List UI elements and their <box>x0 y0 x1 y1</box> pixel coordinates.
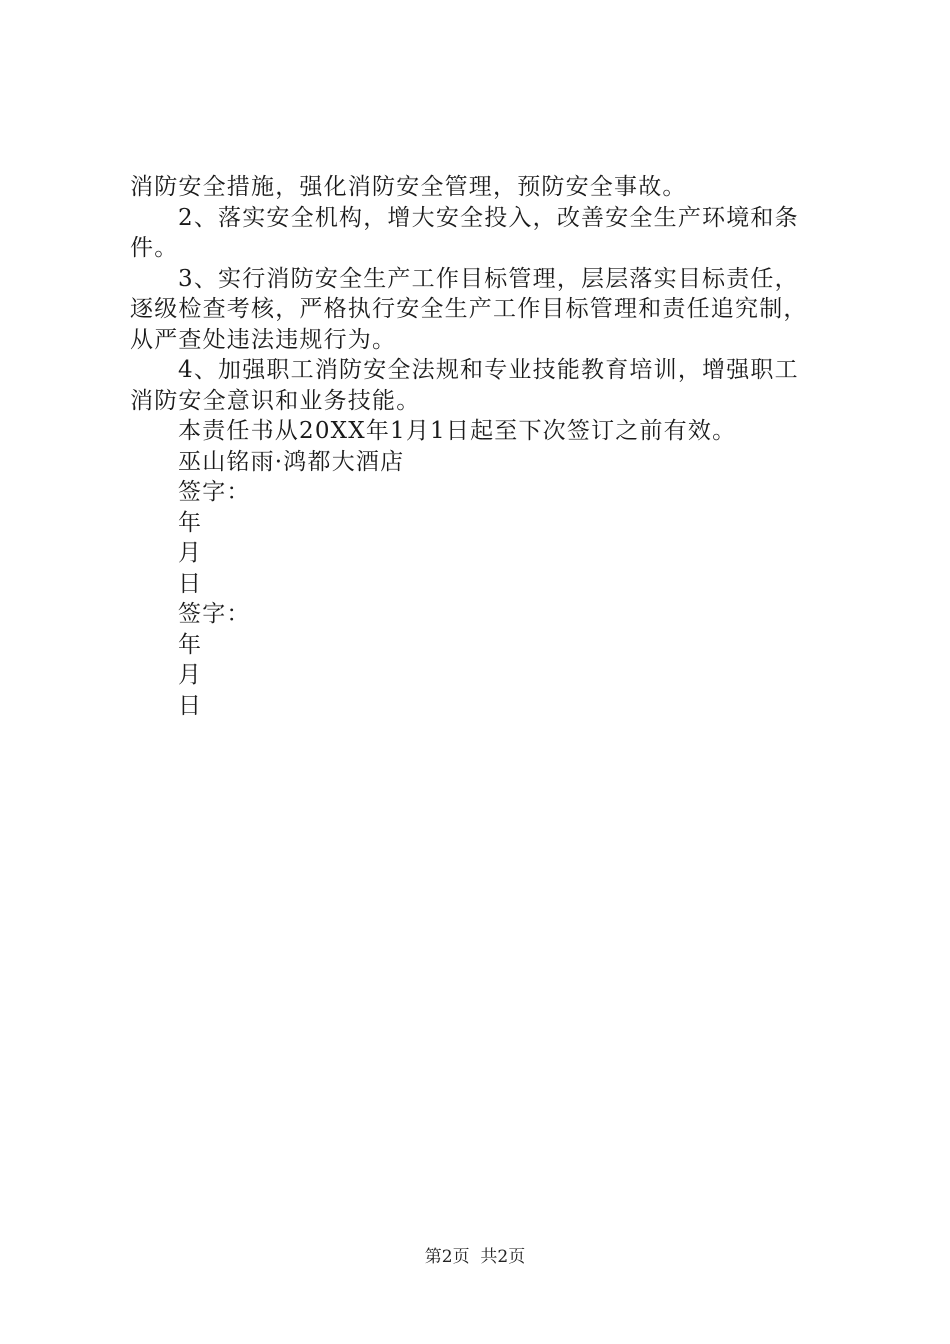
date-year-label: 年 <box>178 631 203 658</box>
date-year-label: 年 <box>178 509 203 536</box>
signature-label: 签字： <box>178 479 251 505</box>
body-line: 逐级检查考核，严格执行安全生产工作目标管理和责任追究制， <box>130 296 808 322</box>
body-line: 4、加强职工消防安全法规和专业技能教育培训，增强职工 <box>178 357 799 383</box>
date-day-label: 日 <box>178 692 203 719</box>
date-day-label: 日 <box>178 570 203 597</box>
body-line: 消防安全意识和业务技能。 <box>130 387 421 414</box>
footer-separator <box>470 1247 481 1267</box>
signature-label: 签字： <box>178 601 251 627</box>
body-line: 2、落实安全机构，增大安全投入，改善安全生产环境和条 <box>178 204 799 231</box>
body-line: 3、实行消防安全生产工作目标管理，层层落实目标责任， <box>178 265 799 292</box>
hotel-name: 巫山铭雨·鸿都大酒店 <box>178 448 405 475</box>
page-number-current: 第2页 <box>424 1247 470 1267</box>
page-footer <box>0 1242 950 1267</box>
body-line: 从严查处违法违规行为。 <box>130 326 397 353</box>
document-body <box>130 172 842 721</box>
validity-statement: 本责任书从20XX年1月1日起至下次签订之前有效。 <box>178 418 737 444</box>
page-number-total: 共2页 <box>480 1247 526 1267</box>
body-line: 消防安全措施，强化消防安全管理，预防安全事故。 <box>130 174 687 200</box>
date-month-label: 月 <box>178 540 203 566</box>
date-month-label: 月 <box>178 662 203 688</box>
body-line: 件。 <box>130 235 179 261</box>
